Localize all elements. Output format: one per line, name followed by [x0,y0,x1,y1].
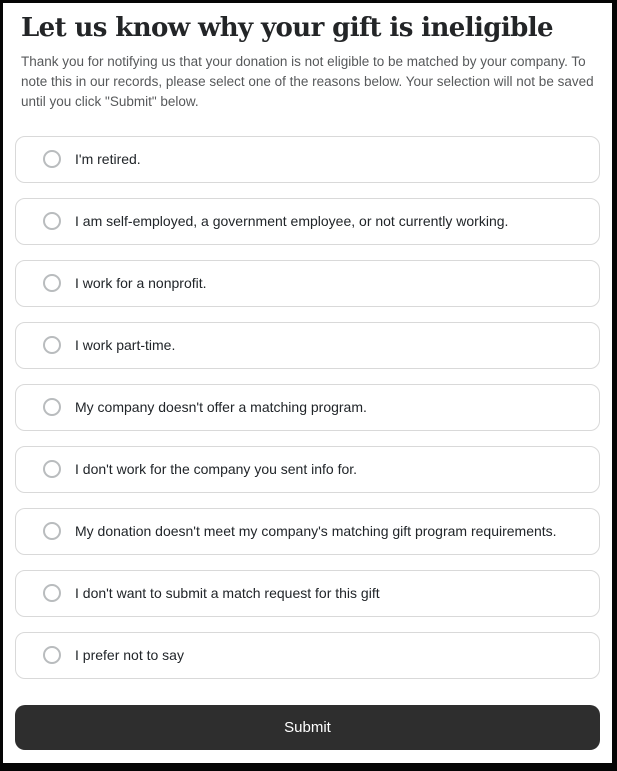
radio-unselected-circle-icon[interactable] [43,398,61,416]
reason-options-list [3,136,612,679]
page-description: Thank you for notifying us that your donation is not eligible to be matched by your company. To note this in our records, please select one of the reasons below. Your selection will not be saved until you click "Submit" below. [21,53,594,109]
form-header [3,12,612,112]
reason-option-row[interactable] [15,632,600,679]
radio-unselected-circle-icon[interactable] [43,150,61,168]
radio-unselected-circle-icon[interactable] [43,460,61,478]
reason-option-row[interactable] [15,136,600,183]
page-title: Let us know why your gift is ineligible [21,13,553,43]
submit-button[interactable]: Submit [15,705,600,750]
reason-option-row[interactable] [15,260,600,307]
radio-unselected-circle-icon[interactable] [43,522,61,540]
reason-option-row[interactable] [15,198,600,245]
option-label: I prefer not to say [75,646,184,663]
reason-option-row[interactable] [15,384,600,431]
reason-option-row[interactable] [15,446,600,493]
option-label: My donation doesn't meet my company's matching gift program requirements. [75,522,557,539]
option-label: I'm retired. [75,150,141,167]
option-label: I don't want to submit a match request for this gift [75,584,380,601]
option-label: I work for a nonprofit. [75,274,207,291]
radio-unselected-circle-icon[interactable] [43,336,61,354]
option-label: I work part-time. [75,336,176,353]
option-label: I don't work for the company you sent info for. [75,460,358,477]
option-label: I am self-employed, a government employee, or not currently working. [75,212,509,229]
radio-unselected-circle-icon[interactable] [43,274,61,292]
reason-option-row[interactable] [15,508,600,555]
reason-option-row[interactable] [15,322,600,369]
radio-unselected-circle-icon[interactable] [43,584,61,602]
radio-unselected-circle-icon[interactable] [43,212,61,230]
reason-option-row[interactable] [15,570,600,617]
option-label: My company doesn't offer a matching program. [75,398,367,415]
radio-unselected-circle-icon[interactable] [43,646,61,664]
